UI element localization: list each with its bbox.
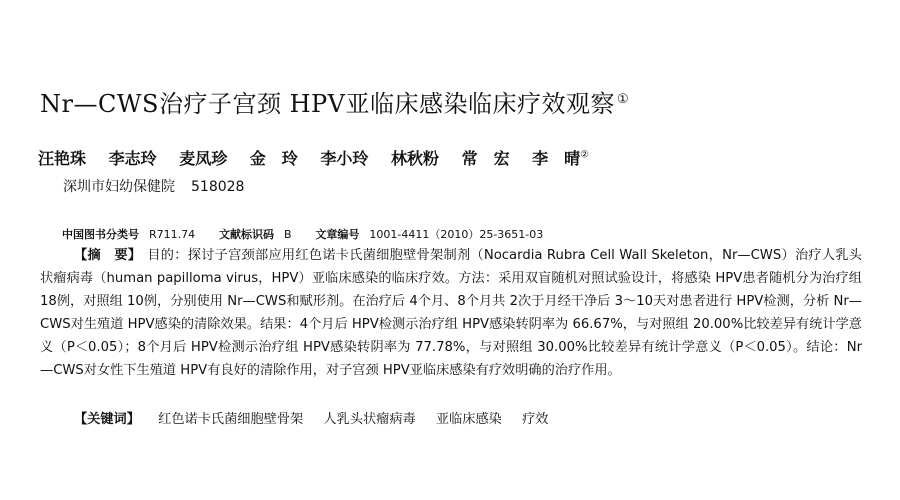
author-footnote-mark: ② (580, 149, 590, 161)
abstract-text: 目的：探讨子宫颈部应用红色诺卡氏菌细胞壁骨架制剂（Nocardia Rubra Cell Wall Skeleton，Nr—CWS）治疗人乳头状瘤病毒（human papilloma virus，HPV）亚临床感染的临床疗效。方法：采用双盲随机对照试验设计，将感染 HPV患者随机分为治疗组 18例，对照组 10例，分别使用 Nr—CWS和赋形剂。在治疗后 4个月、8个月共 2次于月经干净后 3～10天对患者进行 HPV检测，分析 Nr—CWS对生殖道 HPV感染的清除效果。结果：4个月后 HPV检测示治疗组 HPV感染转阴率为 66.67%，与对照组 20.00%比较差异有统计学意义（P＜0.05）；8个月后 HPV检测示治疗组 HPV感染转阴率为 77.78%，与对照组 30.00%比较差异有统计学意义（P＜0.05）。结论：Nr—CWS对女性下生殖道 HPV有良好的清除作用，对子宫颈 HPV亚临床感染有疗效明确的治疗作用。 (40, 248, 862, 378)
affiliation-org: 深圳市妇幼保健院 (63, 179, 175, 195)
article-meta (62, 226, 563, 242)
author-name (532, 149, 589, 168)
doc-code-label: 文献标识码 (218, 228, 274, 241)
author-name: 林秋粉 (390, 149, 439, 168)
keywords-label: 【关键词】 (74, 412, 140, 427)
author-name-text: 李 晴 (532, 149, 581, 168)
clc-label: 中国图书分类号 (62, 228, 139, 241)
affiliation (63, 176, 244, 196)
title-footnote-mark: ① (616, 92, 630, 107)
paper-title (40, 84, 629, 119)
author-name: 金 玲 (249, 149, 298, 168)
keyword-item: 疗效 (522, 412, 549, 427)
keyword-item: 亚临床感染 (435, 412, 502, 427)
abstract (40, 244, 862, 382)
affiliation-zip: 518028 (191, 179, 245, 195)
author-name: 李志玲 (108, 149, 157, 168)
article-no-value: 1001-4411（2010）25-3651-03 (369, 228, 544, 241)
keyword-item: 人乳头状瘤病毒 (323, 412, 416, 427)
author-name: 常 宏 (461, 149, 510, 168)
clc-value: R711.74 (149, 228, 196, 241)
author-name: 李小玲 (320, 149, 369, 168)
abstract-label: 【摘 要】 (74, 248, 142, 263)
paper-title-text: Nr—CWS治疗子宫颈 HPV亚临床感染临床疗效观察 (40, 90, 615, 118)
article-no-label: 文章编号 (315, 228, 360, 241)
author-name: 汪艳珠 (38, 149, 87, 168)
keywords (74, 408, 564, 427)
author-list (38, 146, 606, 169)
author-name: 麦凤珍 (179, 149, 228, 168)
doc-code-value: B (283, 228, 292, 241)
keyword-item: 红色诺卡氏菌细胞壁骨架 (158, 412, 304, 427)
